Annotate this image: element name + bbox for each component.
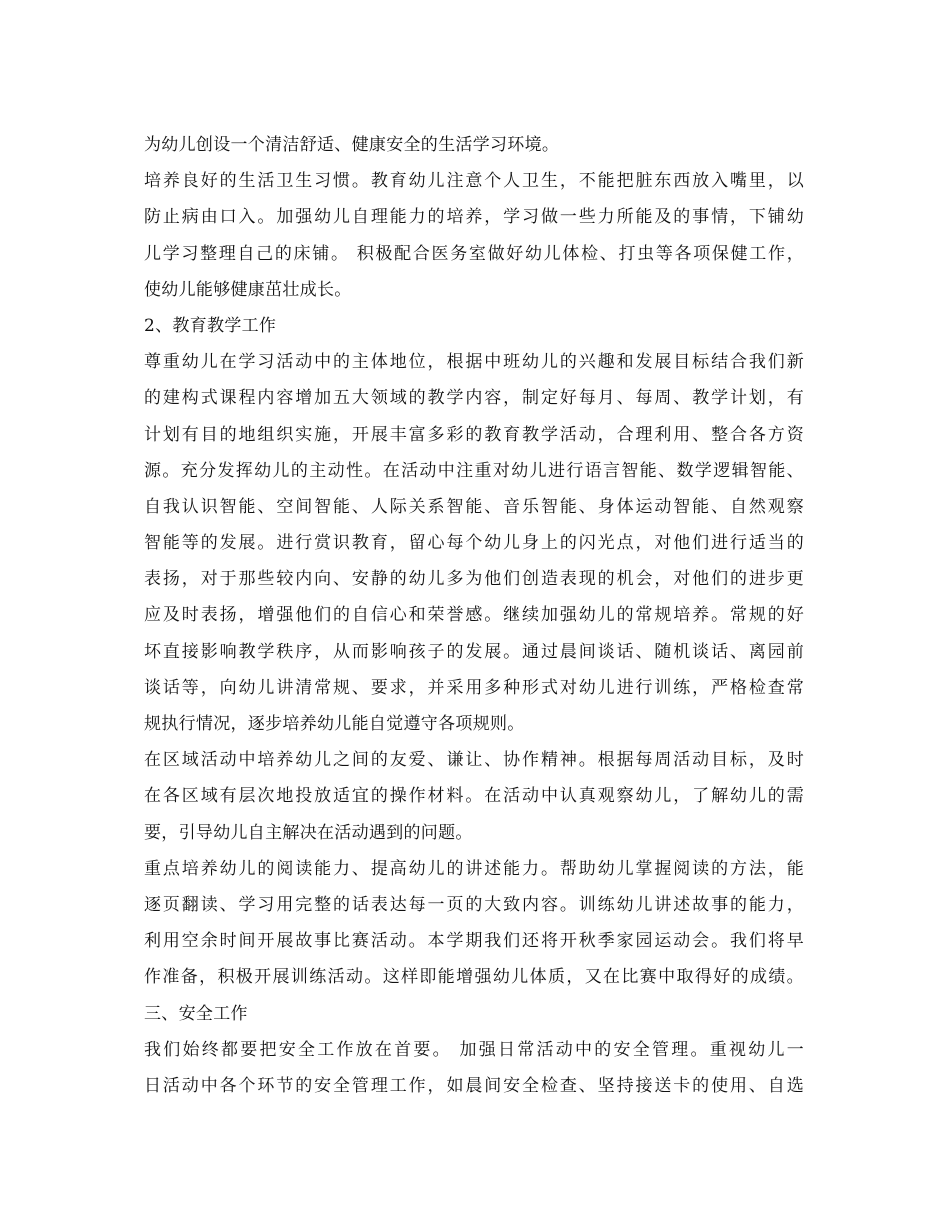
text-line: 作准备，积极开展训练活动。这样即能增强幼儿体质，又在比赛中取得好的成绩。 xyxy=(144,967,804,988)
text-line: 自我认识智能、空间智能、人际关系智能、音乐智能、身体运动智能、自然观察 xyxy=(144,496,804,517)
text-line: 我们始终都要把安全工作放在首要。 加强日常活动中的安全管理。重视幼儿一 xyxy=(144,1039,804,1060)
text-line: 逐页翻读、学习用完整的话表达每一页的大致内容。训练幼儿讲述故事的能力， xyxy=(144,894,804,915)
text-line: 重点培养幼儿的阅读能力、提高幼儿的讲述能力。帮助幼儿掌握阅读的方法，能 xyxy=(144,858,804,879)
text-line: 为幼儿创设一个清洁舒适、健康安全的生活学习环境。 xyxy=(144,135,560,155)
text-line: 在区域活动中培养幼儿之间的友爱、谦让、协作精神。根据每周活动目标，及时 xyxy=(144,750,804,771)
text-line: 坏直接影响教学秩序，从而影响孩子的发展。通过晨间谈话、随机谈话、离园前 xyxy=(144,641,804,662)
text-line: 要，引导幼儿自主解决在活动遇到的问题。 xyxy=(144,822,473,843)
text-line: 源。充分发挥幼儿的主动性。在活动中注重对幼儿进行语言智能、数学逻辑智能、 xyxy=(144,460,804,481)
text-line: 利用空余时间开展故事比赛活动。本学期我们还将开秋季家园运动会。我们将早 xyxy=(144,931,804,952)
document-body xyxy=(144,127,804,1104)
text-line: 尊重幼儿在学习活动中的主体地位，根据中班幼儿的兴趣和发展目标结合我们新 xyxy=(144,352,804,373)
text-line: 日活动中各个环节的安全管理工作，如晨间安全检查、坚持接送卡的使用、自选 xyxy=(144,1075,804,1096)
text-line: 计划有目的地组织实施，开展丰富多彩的教育教学活动，合理利用、整合各方资 xyxy=(144,424,804,445)
text-line: 培养良好的生活卫生习惯。教育幼儿注意个人卫生，不能把脏东西放入嘴里，以 xyxy=(144,171,804,192)
text-line: 的建构式课程内容增加五大领域的教学内容，制定好每月、每周、教学计划，有 xyxy=(144,388,804,409)
text-line: 谈话等，向幼儿讲清常规、要求，并采用多种形式对幼儿进行训练，严格检查常 xyxy=(144,677,804,698)
text-line: 儿学习整理自己的床铺。 积极配合医务室做好幼儿体检、打虫等各项保健工作， xyxy=(144,243,804,264)
section-heading: 2、教育教学工作 xyxy=(144,315,277,336)
text-line: 应及时表扬，增强他们的自信心和荣誉感。继续加强幼儿的常规培养。常规的好 xyxy=(144,605,804,626)
text-line: 规执行情况，逐步培养幼儿能自觉遵守各项规则。 xyxy=(144,714,525,734)
text-line: 使幼儿能够健康茁壮成长。 xyxy=(144,279,352,300)
text-line: 在各区域有层次地投放适宜的操作材料。在活动中认真观察幼儿，了解幼儿的需 xyxy=(144,786,804,807)
text-line: 智能等的发展。进行赏识教育，留心每个幼儿身上的闪光点，对他们进行适当的 xyxy=(144,533,804,554)
text-line: 表扬，对于那些较内向、安静的幼儿多为他们创造表现的机会，对他们的进步更 xyxy=(144,569,804,590)
section-heading: 三、安全工作 xyxy=(144,1003,248,1024)
text-line: 防止病由口入。加强幼儿自理能力的培养，学习做一些力所能及的事情，下铺幼 xyxy=(144,207,804,228)
